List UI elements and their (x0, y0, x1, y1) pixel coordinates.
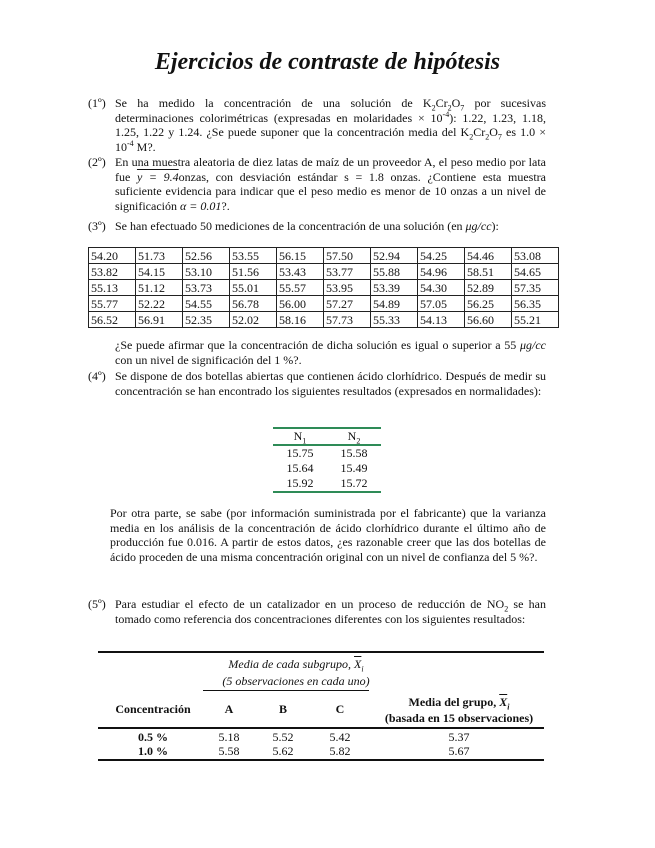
table-cell: 15.75 (286, 446, 314, 460)
group-mean-basis-header: (basada en 15 observaciones) (384, 711, 534, 725)
table-cell: 54.55 (183, 296, 230, 312)
table-cell: 54.13 (418, 312, 465, 328)
exercise-2 (88, 155, 546, 213)
exercise-4-text: Se dispone de dos botellas abiertas que contienen ácido clorhídrico. Después de medir su concentración se han encontrado los siguientes resultados (expresados en normalidades): (115, 369, 546, 398)
table-row (273, 445, 381, 461)
table-bottom-rule (98, 759, 544, 761)
column-header-n2: $N_2$ (327, 428, 381, 445)
row-concentration: 0.5 % (138, 730, 168, 744)
table-cell: 5.82 (329, 744, 351, 758)
exercise-1 (88, 96, 546, 154)
exercise-4 (88, 369, 546, 398)
table-cell: 53.55 (230, 248, 277, 264)
table-cell: 55.33 (371, 312, 418, 328)
exercise-5-text: Para estudiar el efecto de un catalizador en un proceso de reducción de $NO_2$ se han tomado como referencia dos concentraciones diferentes con los siguientes resultados: (115, 597, 546, 626)
exercise-3-question: ¿Se puede afirmar que la concentración de dicha solución es igual o superior a 55 μg/cc con un nivel de significación del 1 %?. (115, 338, 546, 367)
exercise-3 (88, 219, 546, 234)
table-cell: 52.94 (371, 248, 418, 264)
table-cell: 57.05 (418, 296, 465, 312)
table-cell: 55.01 (230, 280, 277, 296)
exercise-3-number: (3º) (88, 219, 106, 233)
exercise-2-number: (2º) (88, 155, 106, 169)
table-cell: 5.67 (448, 744, 470, 758)
exercise-4-number: (4º) (88, 369, 106, 383)
table-cell: 52.56 (183, 248, 230, 264)
table-row (89, 312, 559, 328)
table-cell: 54.46 (465, 248, 512, 264)
table-cell: 52.02 (230, 312, 277, 328)
header-bottom-rule (98, 727, 544, 729)
group-mean-header: Media del grupo, $\overline{X}_i$ (408, 695, 510, 712)
exercise-2-text: En una muestra aleatoria de diez latas de maíz de un proveedor A, el peso medio por lata fue y = 9.4onzas, con desviación estándar s = 1.8 onzas. ¿Contiene esta muestra suficiente evidencia para indicar que el peso medio es menor de 10 onzas a un nivel de significación α = 0.01?. (115, 155, 547, 213)
table-cell: 54.20 (89, 248, 136, 264)
table-cell: 53.95 (324, 280, 371, 296)
measurements-table (88, 247, 559, 328)
column-header-concentration: Concentración (115, 702, 191, 716)
table-cell: 58.16 (277, 312, 324, 328)
exercise-5-number: (5º) (88, 597, 106, 611)
table-cell: 56.60 (465, 312, 512, 328)
table-cell: 56.91 (136, 312, 183, 328)
table-row (89, 280, 559, 296)
row-concentration: 1.0 % (138, 744, 168, 758)
table-cell: 5.52 (272, 730, 294, 744)
table-cell: 53.10 (183, 264, 230, 280)
table-cell: 15.92 (273, 476, 327, 492)
table-row (89, 296, 559, 312)
subgroup-observations-header: (5 observaciones en cada uno) (222, 674, 370, 688)
table-cell: 15.49 (340, 461, 368, 475)
table-cell: 51.56 (230, 264, 277, 280)
table-cell: 54.15 (136, 264, 183, 280)
column-header-b: B (278, 702, 287, 716)
table-cell: 54.30 (418, 280, 465, 296)
exercise-1-text: Se ha medido la concentración de una solución de $K_2Cr_2O_7$ por sucesivas determinaciones colorimétricas (expresadas en molaridades × $10^{-4}$): 1.22, 1.23, 1.18, 1.25, 1.22 y 1.24. ¿Se puede suponer que la concentración media del $K_2Cr_2O_7$ es $1.0 \times 10^{-4}$ M?. (115, 96, 547, 154)
column-header-c: C (335, 702, 345, 716)
table-cell: 55.88 (371, 264, 418, 280)
table-cell: 53.77 (324, 264, 371, 280)
table-cell: 5.37 (448, 730, 470, 744)
table-cell: 56.25 (465, 296, 512, 312)
table-cell: 56.52 (89, 312, 136, 328)
table-cell: 57.73 (324, 312, 371, 328)
table-cell: 54.96 (418, 264, 465, 280)
table-row (89, 248, 559, 264)
concentration-pairs-table (273, 427, 381, 493)
table-cell: 53.39 (371, 280, 418, 296)
table-cell: 15.64 (286, 461, 314, 475)
page-title: Ejercicios de contraste de hipótesis (154, 49, 501, 75)
table-cell: 57.27 (324, 296, 371, 312)
table-row (273, 476, 381, 492)
exercise-3-text: Se han efectuado 50 mediciones de la concentración de una solución (en μg/cc): (115, 219, 499, 233)
subgroup-mean-header: Media de cada subgrupo, $\overline{X}_i$ (228, 657, 364, 674)
table-cell: 56.00 (277, 296, 324, 312)
table-cell: 5.62 (272, 744, 294, 758)
table-row (273, 461, 381, 476)
exercise-5 (88, 597, 546, 626)
table-cell: 52.22 (136, 296, 183, 312)
column-header-a: A (224, 702, 234, 716)
table-cell: 51.12 (136, 280, 183, 296)
table-cell: 52.89 (465, 280, 512, 296)
table-cell: 57.35 (512, 280, 559, 296)
table-top-rule (98, 651, 544, 653)
table-cell: 51.73 (136, 248, 183, 264)
exercise-4-paragraph: Por otra parte, se sabe (por información suministrada por el fabricante) que la varianza media en los análisis de la concentración de ácido clorhídrico durante el último año de producción fue 0.016. A partir de estos datos, ¿es razonable creer que las dos botellas de ácido proceden de una misma concentración original con un nivel de confianza del 5 %?. (110, 506, 546, 564)
subgroup-header-rule (203, 690, 369, 691)
table-cell: 52.35 (183, 312, 230, 328)
exercise-1-number: (1º) (88, 96, 106, 110)
alpha-value: α = 0.01 (179, 198, 222, 213)
table-cell: 54.65 (512, 264, 559, 280)
table-cell: 53.08 (512, 248, 559, 264)
table-cell: 58.51 (465, 264, 512, 280)
table-cell: 56.78 (230, 296, 277, 312)
table-cell: 54.25 (418, 248, 465, 264)
table-cell: 54.89 (371, 296, 418, 312)
table-cell: 5.42 (329, 730, 351, 744)
table-cell: 57.50 (324, 248, 371, 264)
table-cell: 55.77 (89, 296, 136, 312)
table-cell: 55.21 (512, 312, 559, 328)
table-cell: 53.73 (183, 280, 230, 296)
table-cell: 53.43 (277, 264, 324, 280)
table-cell: 55.57 (277, 280, 324, 296)
table-cell: 56.15 (277, 248, 324, 264)
table-cell: 15.72 (327, 476, 381, 492)
table-cell: 53.82 (89, 264, 136, 280)
table-cell: 5.58 (218, 744, 240, 758)
table-cell: 5.18 (218, 730, 240, 744)
table-cell: 55.13 (89, 280, 136, 296)
table-cell: 15.58 (340, 446, 368, 460)
column-header-n1: $N_1$ (273, 428, 327, 445)
table-row (89, 264, 559, 280)
ybar-symbol: y = 9.4 (136, 169, 179, 184)
table-header-row (273, 428, 381, 445)
table-cell: 56.35 (512, 296, 559, 312)
